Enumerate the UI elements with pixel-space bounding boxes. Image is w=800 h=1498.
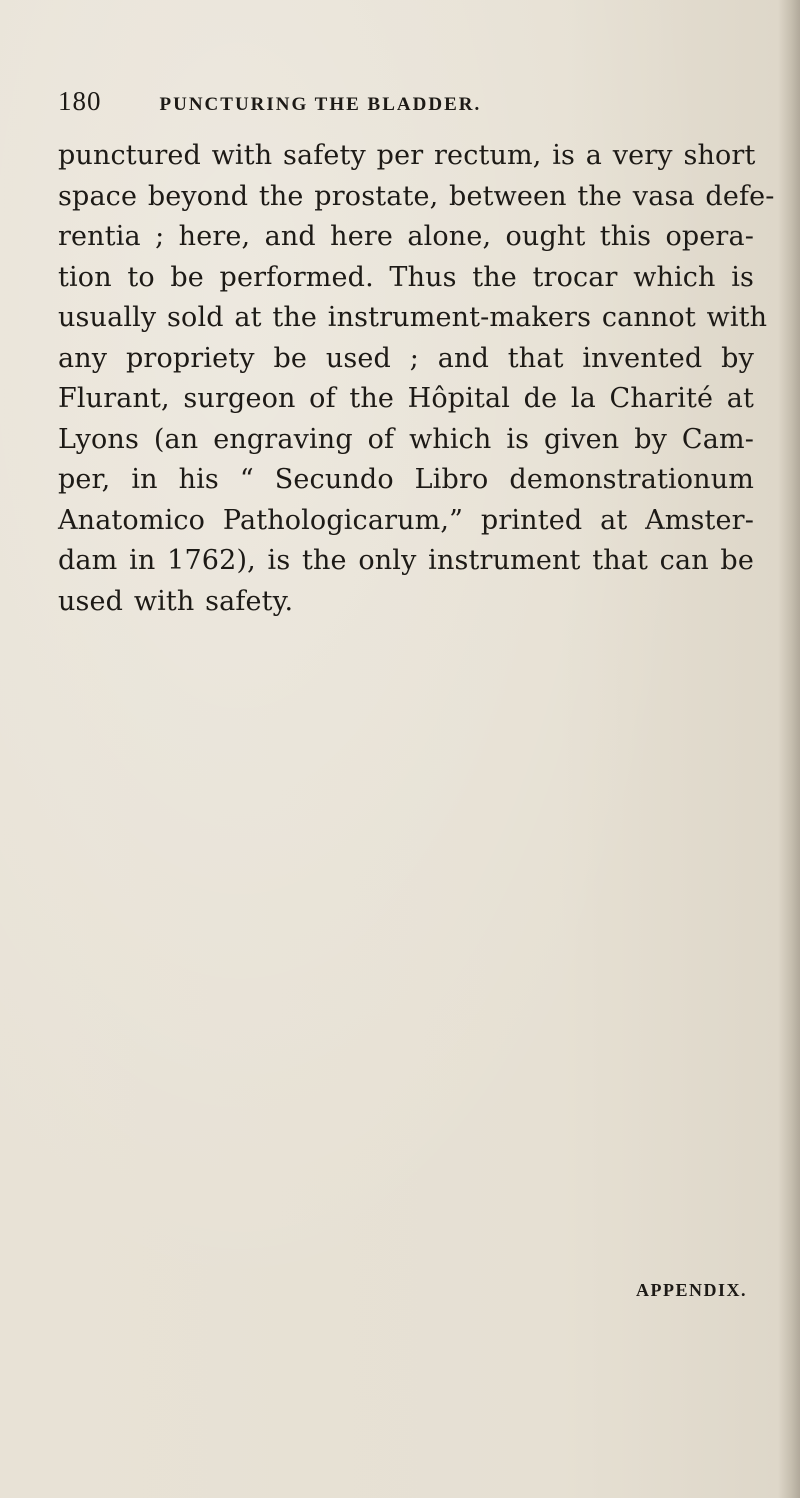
text-line: rentia ; here, and here alone, ought this opera- bbox=[58, 221, 754, 252]
text-line: usually sold at the instrument-makers cannot with bbox=[58, 302, 768, 333]
body-paragraph bbox=[58, 136, 775, 622]
text-line: punctured with safety per rectum, is a very short bbox=[58, 140, 756, 171]
text-line: Lyons (an engraving of which is given by Cam- bbox=[58, 423, 754, 455]
running-head bbox=[58, 86, 578, 126]
text-line: space beyond the prostate, between the vasa defe- bbox=[58, 180, 775, 212]
text-line: per, in his “ Secundo Libro demonstrationum bbox=[58, 464, 754, 495]
page-edge-shadow bbox=[778, 0, 800, 1498]
text-line: Anatomico Pathologicarum,” printed at Amster- bbox=[58, 504, 754, 536]
running-title: PUNCTURING THE BLADDER. bbox=[159, 94, 482, 115]
text-line: tion to be performed. Thus the trocar which is bbox=[58, 261, 754, 293]
page-number: 180 bbox=[58, 86, 102, 116]
text-line: Flurant, surgeon of the Hôpital de la Charité at bbox=[58, 383, 754, 414]
text-line: used with safety. bbox=[58, 585, 294, 617]
text-line: dam in 1762), is the only instrument that can be bbox=[58, 545, 754, 576]
text-line: any propriety be used ; and that invented by bbox=[58, 342, 754, 374]
catchword: APPENDIX. bbox=[636, 1280, 747, 1300]
